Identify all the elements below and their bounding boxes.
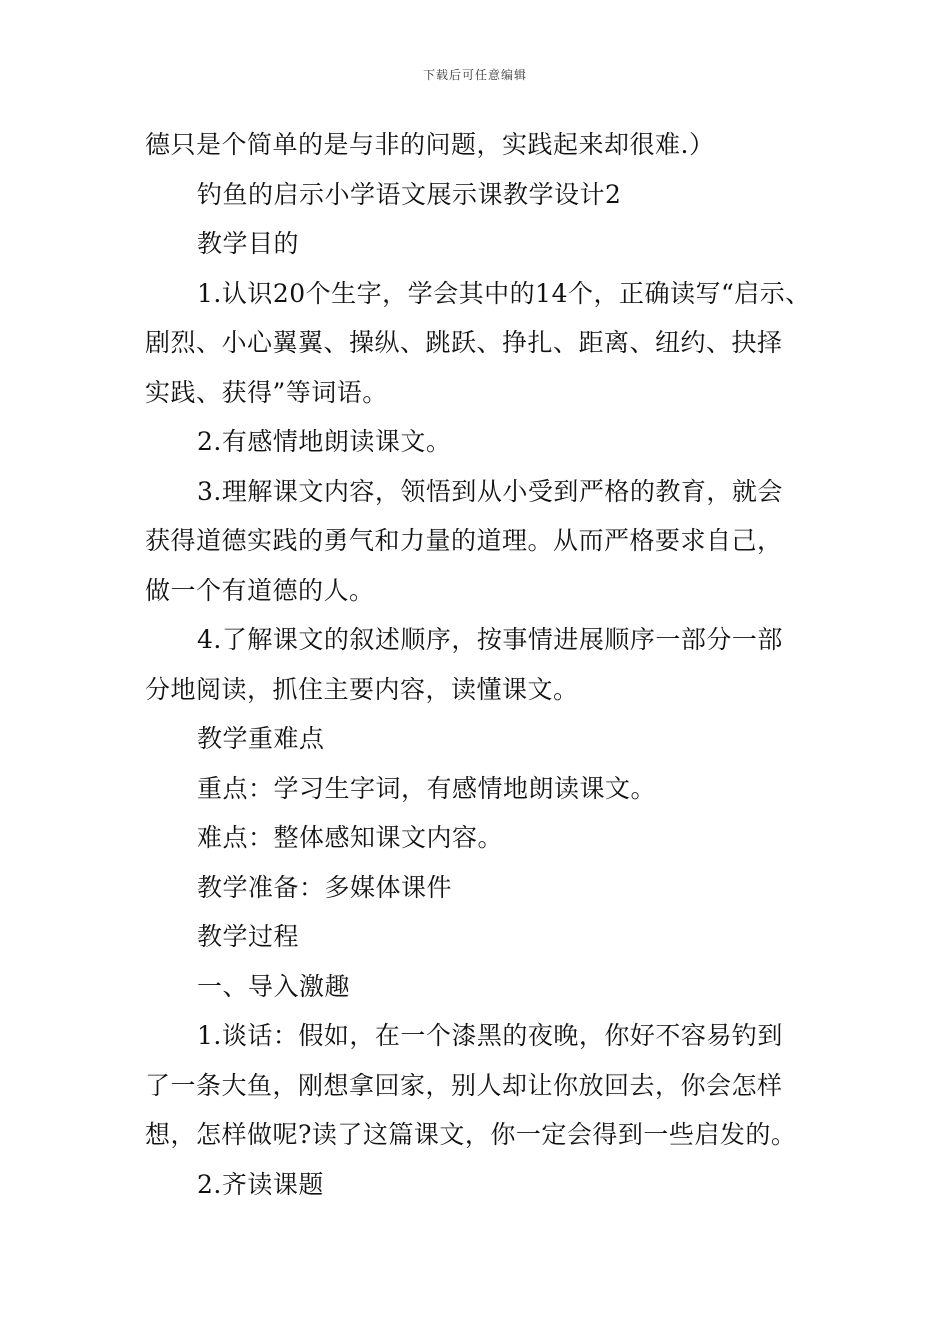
body-line: 钓鱼的启示小学语文展示课教学设计2 bbox=[197, 179, 622, 209]
body-line: 2.齐读课题 bbox=[197, 1169, 324, 1199]
body-line: 分地阅读，抓住主要内容，读懂课文。 bbox=[145, 674, 579, 704]
section-heading: 一、导入激趣 bbox=[197, 971, 351, 1001]
body-line: 德只是个简单的是与非的问题，实践起来却很难.） bbox=[145, 130, 715, 159]
body-line: 了一条大鱼，刚想拿回家，别人却让你放回去，你会怎样 bbox=[145, 1070, 783, 1100]
body-line: 教学准备：多媒体课件 bbox=[197, 872, 453, 902]
section-heading: 教学目的 bbox=[197, 229, 300, 258]
body-line: 实践、获得”等词语。 bbox=[145, 377, 388, 407]
section-heading: 教学过程 bbox=[197, 922, 300, 951]
body-line: 获得道德实践的勇气和力量的道理。从而严格要求自己， bbox=[145, 526, 783, 555]
document-body bbox=[145, 120, 835, 1209]
body-line: 想，怎样做呢?读了这篇课文，你一定会得到一些启发的。 bbox=[145, 1120, 797, 1149]
body-line: 重点：学习生字词，有感情地朗读课文。 bbox=[197, 773, 657, 803]
body-line: 1.谈话：假如，在一个漆黑的夜晚，你好不容易钓到 bbox=[197, 1021, 783, 1050]
header-note: 下载后可任意编辑 bbox=[422, 68, 527, 82]
body-line: 2.有感情地朗读课文。 bbox=[197, 427, 452, 456]
body-line: 剧烈、小心翼翼、操纵、跳跃、挣扎、距离、纽约、抉择 bbox=[145, 328, 783, 357]
body-line: 4.了解课文的叙述顺序，按事情进展顺序一部分一部 bbox=[197, 625, 783, 654]
body-line: 难点：整体感知课文内容。 bbox=[197, 823, 504, 852]
body-line: 3.理解课文内容，领悟到从小受到严格的教育，就会 bbox=[197, 476, 783, 506]
section-heading: 教学重难点 bbox=[197, 724, 325, 753]
body-line: 1.认识20个生字，学会其中的14个，正确读写“启示、 bbox=[197, 278, 811, 308]
body-line: 做一个有道德的人。 bbox=[145, 575, 375, 605]
